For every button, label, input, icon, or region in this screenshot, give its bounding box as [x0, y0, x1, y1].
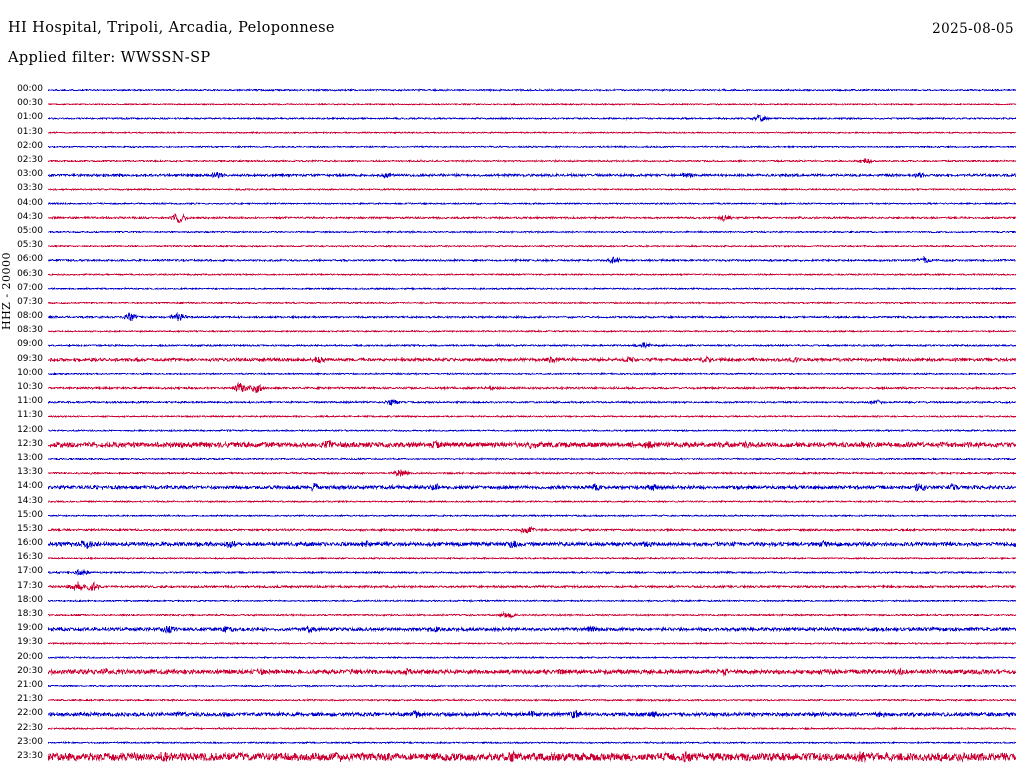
time-label: 13:30	[17, 467, 43, 478]
time-label: 11:00	[17, 396, 43, 407]
trace-line	[48, 400, 1016, 406]
trace-line	[48, 146, 1016, 147]
time-label: 17:30	[17, 580, 43, 591]
trace-line	[48, 373, 1016, 374]
trace-line	[48, 710, 1016, 718]
trace-line	[48, 527, 1016, 533]
time-label: 16:00	[17, 538, 43, 549]
time-label: 14:30	[17, 495, 43, 506]
time-label: 10:30	[17, 382, 43, 393]
record-date: 2025-08-05	[932, 21, 1014, 37]
trace-line	[48, 668, 1016, 676]
trace-line	[48, 581, 1016, 590]
time-label: 06:00	[17, 254, 43, 265]
time-label: 16:30	[17, 552, 43, 563]
time-label: 04:30	[17, 211, 43, 222]
trace-line	[48, 104, 1016, 105]
time-label: 12:00	[17, 424, 43, 435]
trace-line	[48, 231, 1016, 232]
time-label: 21:00	[17, 679, 43, 690]
trace-canvas	[48, 83, 1016, 764]
applied-filter-label: Applied filter: WWSSN-SP	[8, 50, 211, 66]
trace-line	[48, 203, 1016, 204]
time-label: 08:00	[17, 311, 43, 322]
trace-line	[48, 699, 1016, 700]
time-label: 12:30	[17, 438, 43, 449]
trace-line	[48, 214, 1016, 222]
trace-line	[48, 257, 1016, 264]
trace-line	[48, 302, 1016, 303]
trace-line	[48, 643, 1016, 644]
trace-line	[48, 685, 1016, 686]
time-label: 19:30	[17, 637, 43, 648]
trace-line	[48, 501, 1016, 502]
time-label: 00:00	[17, 84, 43, 95]
trace-line	[48, 458, 1016, 459]
trace-line	[48, 515, 1016, 516]
time-label: 07:00	[17, 282, 43, 293]
time-label: 23:30	[17, 750, 43, 761]
trace-line	[48, 357, 1016, 363]
time-label: 04:00	[17, 197, 43, 208]
helicorder-plot	[48, 83, 1016, 764]
page-title: HI Hospital, Tripoli, Arcadia, Peloponnese	[8, 20, 335, 36]
time-label: 01:30	[17, 126, 43, 137]
time-label: 05:00	[17, 225, 43, 236]
time-label: 20:30	[17, 665, 43, 676]
time-label: 07:30	[17, 296, 43, 307]
trace-line	[48, 331, 1016, 332]
time-label: 02:00	[17, 140, 43, 151]
time-label: 17:00	[17, 566, 43, 577]
trace-line	[48, 728, 1016, 729]
trace-line	[48, 343, 1016, 348]
time-label: 00:30	[17, 98, 43, 109]
trace-line	[48, 158, 1016, 163]
time-label: 10:00	[17, 367, 43, 378]
chart-header	[0, 0, 1024, 76]
trace-line	[48, 189, 1016, 190]
trace-line	[48, 569, 1016, 574]
time-label: 06:30	[17, 268, 43, 279]
trace-line	[48, 115, 1016, 121]
trace-line	[48, 613, 1016, 618]
trace-line	[48, 440, 1016, 449]
time-label: 22:00	[17, 708, 43, 719]
trace-line	[48, 657, 1016, 658]
time-label: 15:30	[17, 523, 43, 534]
trace-line	[48, 558, 1016, 559]
trace-line	[48, 470, 1016, 477]
trace-line	[48, 246, 1016, 247]
trace-line	[48, 132, 1016, 133]
time-label: 11:30	[17, 410, 43, 421]
time-label: 01:00	[17, 112, 43, 123]
trace-line	[48, 600, 1016, 601]
time-label: 03:00	[17, 169, 43, 180]
time-label: 15:00	[17, 509, 43, 520]
time-label: 13:00	[17, 452, 43, 463]
trace-line	[48, 541, 1016, 549]
trace-line	[48, 626, 1016, 633]
time-label: 21:30	[17, 694, 43, 705]
trace-line	[48, 89, 1016, 90]
y-axis-label: HHZ - 20000	[0, 251, 13, 330]
time-label: 08:30	[17, 325, 43, 336]
trace-line	[48, 288, 1016, 289]
trace-line	[48, 742, 1016, 743]
time-label: 19:00	[17, 623, 43, 634]
trace-line	[48, 314, 1016, 321]
trace-line	[48, 383, 1016, 393]
time-label: 23:00	[17, 736, 43, 747]
trace-line	[48, 416, 1016, 417]
time-label: 05:30	[17, 240, 43, 251]
time-label: 03:30	[17, 183, 43, 194]
time-label: 22:30	[17, 722, 43, 733]
trace-line	[48, 751, 1016, 762]
time-label: 02:30	[17, 155, 43, 166]
time-label: 18:00	[17, 594, 43, 605]
trace-line	[48, 483, 1016, 491]
trace-line	[48, 430, 1016, 431]
time-label: 20:00	[17, 651, 43, 662]
time-label: 14:00	[17, 481, 43, 492]
time-label: 18:30	[17, 609, 43, 620]
trace-line	[48, 274, 1016, 275]
trace-line	[48, 173, 1016, 178]
time-label: 09:00	[17, 339, 43, 350]
time-label: 09:30	[17, 353, 43, 364]
time-axis-labels	[0, 83, 46, 764]
